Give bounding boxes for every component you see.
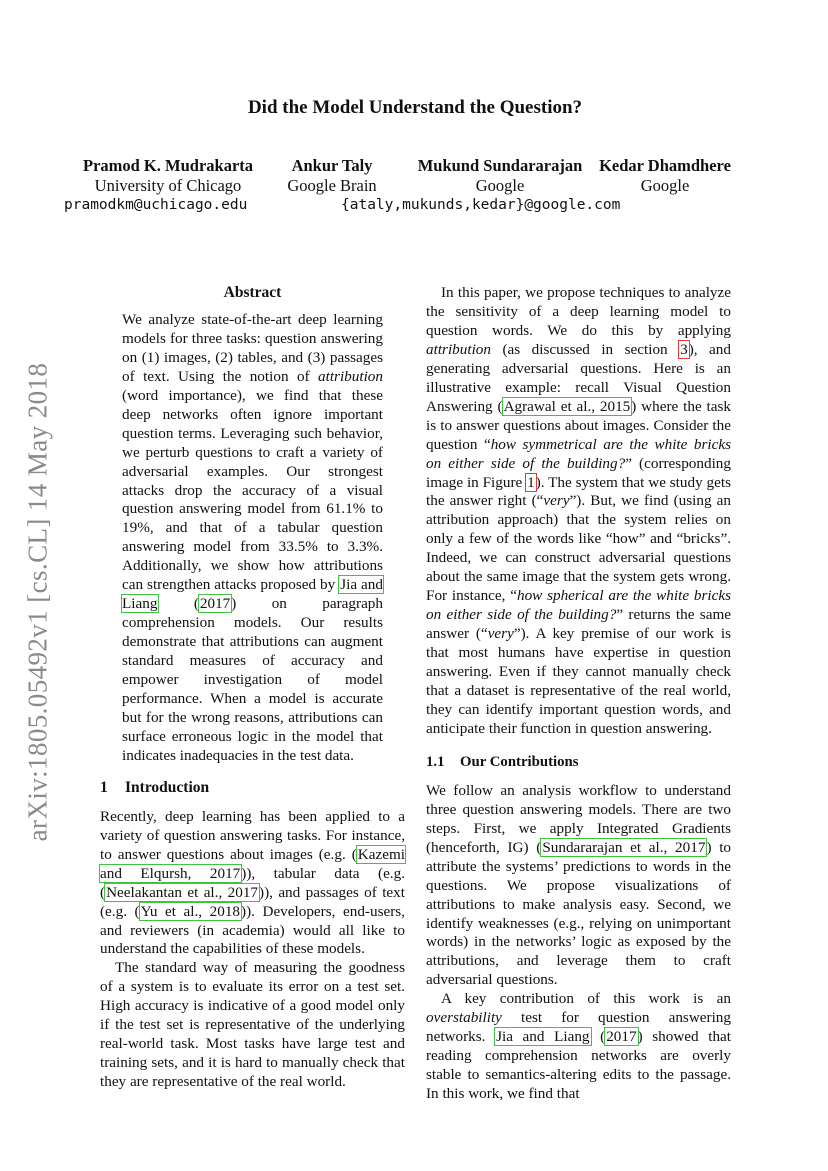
citation-link[interactable]: Kazemi and Elqursh, 2017: [100, 845, 405, 882]
citation-link[interactable]: Sundararajan et al., 2017: [542, 838, 706, 856]
subsection-heading-contributions: 1.1 Our Contributions: [426, 753, 579, 770]
email-uchicago: pramodkm@uchicago.edu: [64, 197, 248, 213]
citation-link[interactable]: Neelakantan et al., 2017: [106, 883, 259, 901]
section-ref-link[interactable]: 3: [680, 340, 688, 358]
citation-link[interactable]: Agrawal et al., 2015: [503, 397, 631, 415]
right-column: [426, 284, 731, 1104]
author-name: Pramod K. Mudrakarta: [82, 156, 254, 175]
arxiv-stamp-text: arXiv:1805.05492v1 [cs.CL] 14 May 2018: [22, 362, 53, 842]
author-1: [78, 156, 258, 196]
contributions-paragraph-2: A key contribution of this work is an overstability test for question answering networks. Jia and Liang (2017) showed that reading comprehension networks are overly stable to semantics-altering edits to the passage. In this work, we find that: [426, 990, 731, 1103]
abstract-heading: Abstract: [223, 284, 282, 301]
section-heading-introduction: 1 Introduction: [100, 778, 210, 796]
author-4: [594, 156, 736, 196]
author-name: Ankur Taly: [291, 156, 373, 175]
right-paragraph-1: In this paper, we propose techniques to analyze the sensitivity of a deep learning model to question words. We do this by applying attribution (as discussed in section 3), and generating adversarial questions. Here is an illustrative example: recall Visual Question Answering (Agrawal et al., 2015) where the task is to answer questions about images. Consider the question “how symmetrical are the white bricks on either side of the building?” (corresponding image in Figure 1). The system that we study gets the answer right (“very”). But, we find (using an attribution approach) that the system relies on only a few of the words like “how” and “bricks”. Indeed, we can construct adversarial questions about the same image that the system gets wrong. For instance, “how spherical are the white bricks on either side of the building?” returns the same answer (“very”). A key premise of our work is that most humans have expertise in question answering. Even if they cannot manually check that a dataset is representative of the real world, they can identify important question words, and anticipate their function in question answering.: [426, 284, 732, 737]
email-google: {ataly,mukunds,kedar}@google.com: [341, 197, 621, 213]
intro-paragraph-1: Recently, deep learning has been applied to a variety of question answering tasks. For instance, to answer questions about images (e.g. (Kazemi and Elqursh, 2017)), tabular data (e.g. (Neelakantan et al., 2017)), and passages of text (e.g. (Yu et al., 2018)). Developers, end-users, and reviewers (in academia) would all like to understand the capabilities of these models.: [100, 807, 405, 958]
citation-link[interactable]: Jia and Liang: [496, 1028, 590, 1046]
author-affiliation: Google: [640, 176, 690, 195]
author-affiliation: Google: [475, 176, 525, 195]
author-name: Mukund Sundararajan: [417, 156, 583, 175]
abstract-text: We analyze state-of-the-art deep learning models for three tasks: question answering on (1) images, (2) tables, and (3) passages of text. Using the notion of attribution (word importance), we find that these deep networks often ignore important question terms. Leveraging such behavior, we perturb questions to craft a variety of adversarial examples. Our strongest attacks drop the accuracy of a visual question answering model from 61.1% to 19%, and that of a tabular question answering model from 33.5% to 3.3%. Additionally, we show how attributions can strengthen attacks proposed by Jia and Liang (2017) on paragraph comprehension models. Our results demonstrate that attributions can augment standard measures of accuracy and empower investigation of model performance. When a model is accurate but for the wrong reasons, attributions can surface erroneous logic in the model that indicates inadequacies in the test data.: [122, 310, 383, 764]
author-name: Kedar Dhamdhere: [599, 156, 731, 175]
author-2: [272, 156, 392, 196]
author-affiliation: Google Brain: [287, 176, 377, 195]
author-affiliation: University of Chicago: [94, 176, 242, 195]
contributions-paragraph-1: We follow an analysis workflow to understand three question answering models. There are two steps. First, we apply Integrated Gradients (henceforth, IG) (Sundararajan et al., 2017) to attribute the systems’ predictions to words in the questions. We propose visualizations of attributions to make analysis easy. Second, we identify weaknesses (e.g., relying on unimportant words) in the networks’ logic as exposed by the attributions, and leverage them to craft adversarial questions.: [426, 781, 732, 989]
citation-link[interactable]: Jia and Liang: [122, 576, 383, 613]
citation-link[interactable]: Yu et al., 2018: [140, 902, 241, 920]
citation-link[interactable]: 2017: [199, 595, 231, 613]
arxiv-side-stamp: [18, 352, 58, 852]
intro-paragraph-2: The standard way of measuring the goodness of a system is to evaluate its error on a test set. High accuracy is indicative of a good model only if the test set is representative of the underlying real-world task. Most tasks have large test and training sets, and it is hard to manually check that they are representative of the real world.: [100, 959, 405, 1091]
figure-ref-link[interactable]: 1: [527, 473, 535, 491]
citation-link[interactable]: 2017: [606, 1028, 637, 1046]
author-3: [410, 156, 590, 196]
paper-title: Did the Model Understand the Question?: [247, 97, 583, 118]
left-column: [100, 284, 405, 1092]
